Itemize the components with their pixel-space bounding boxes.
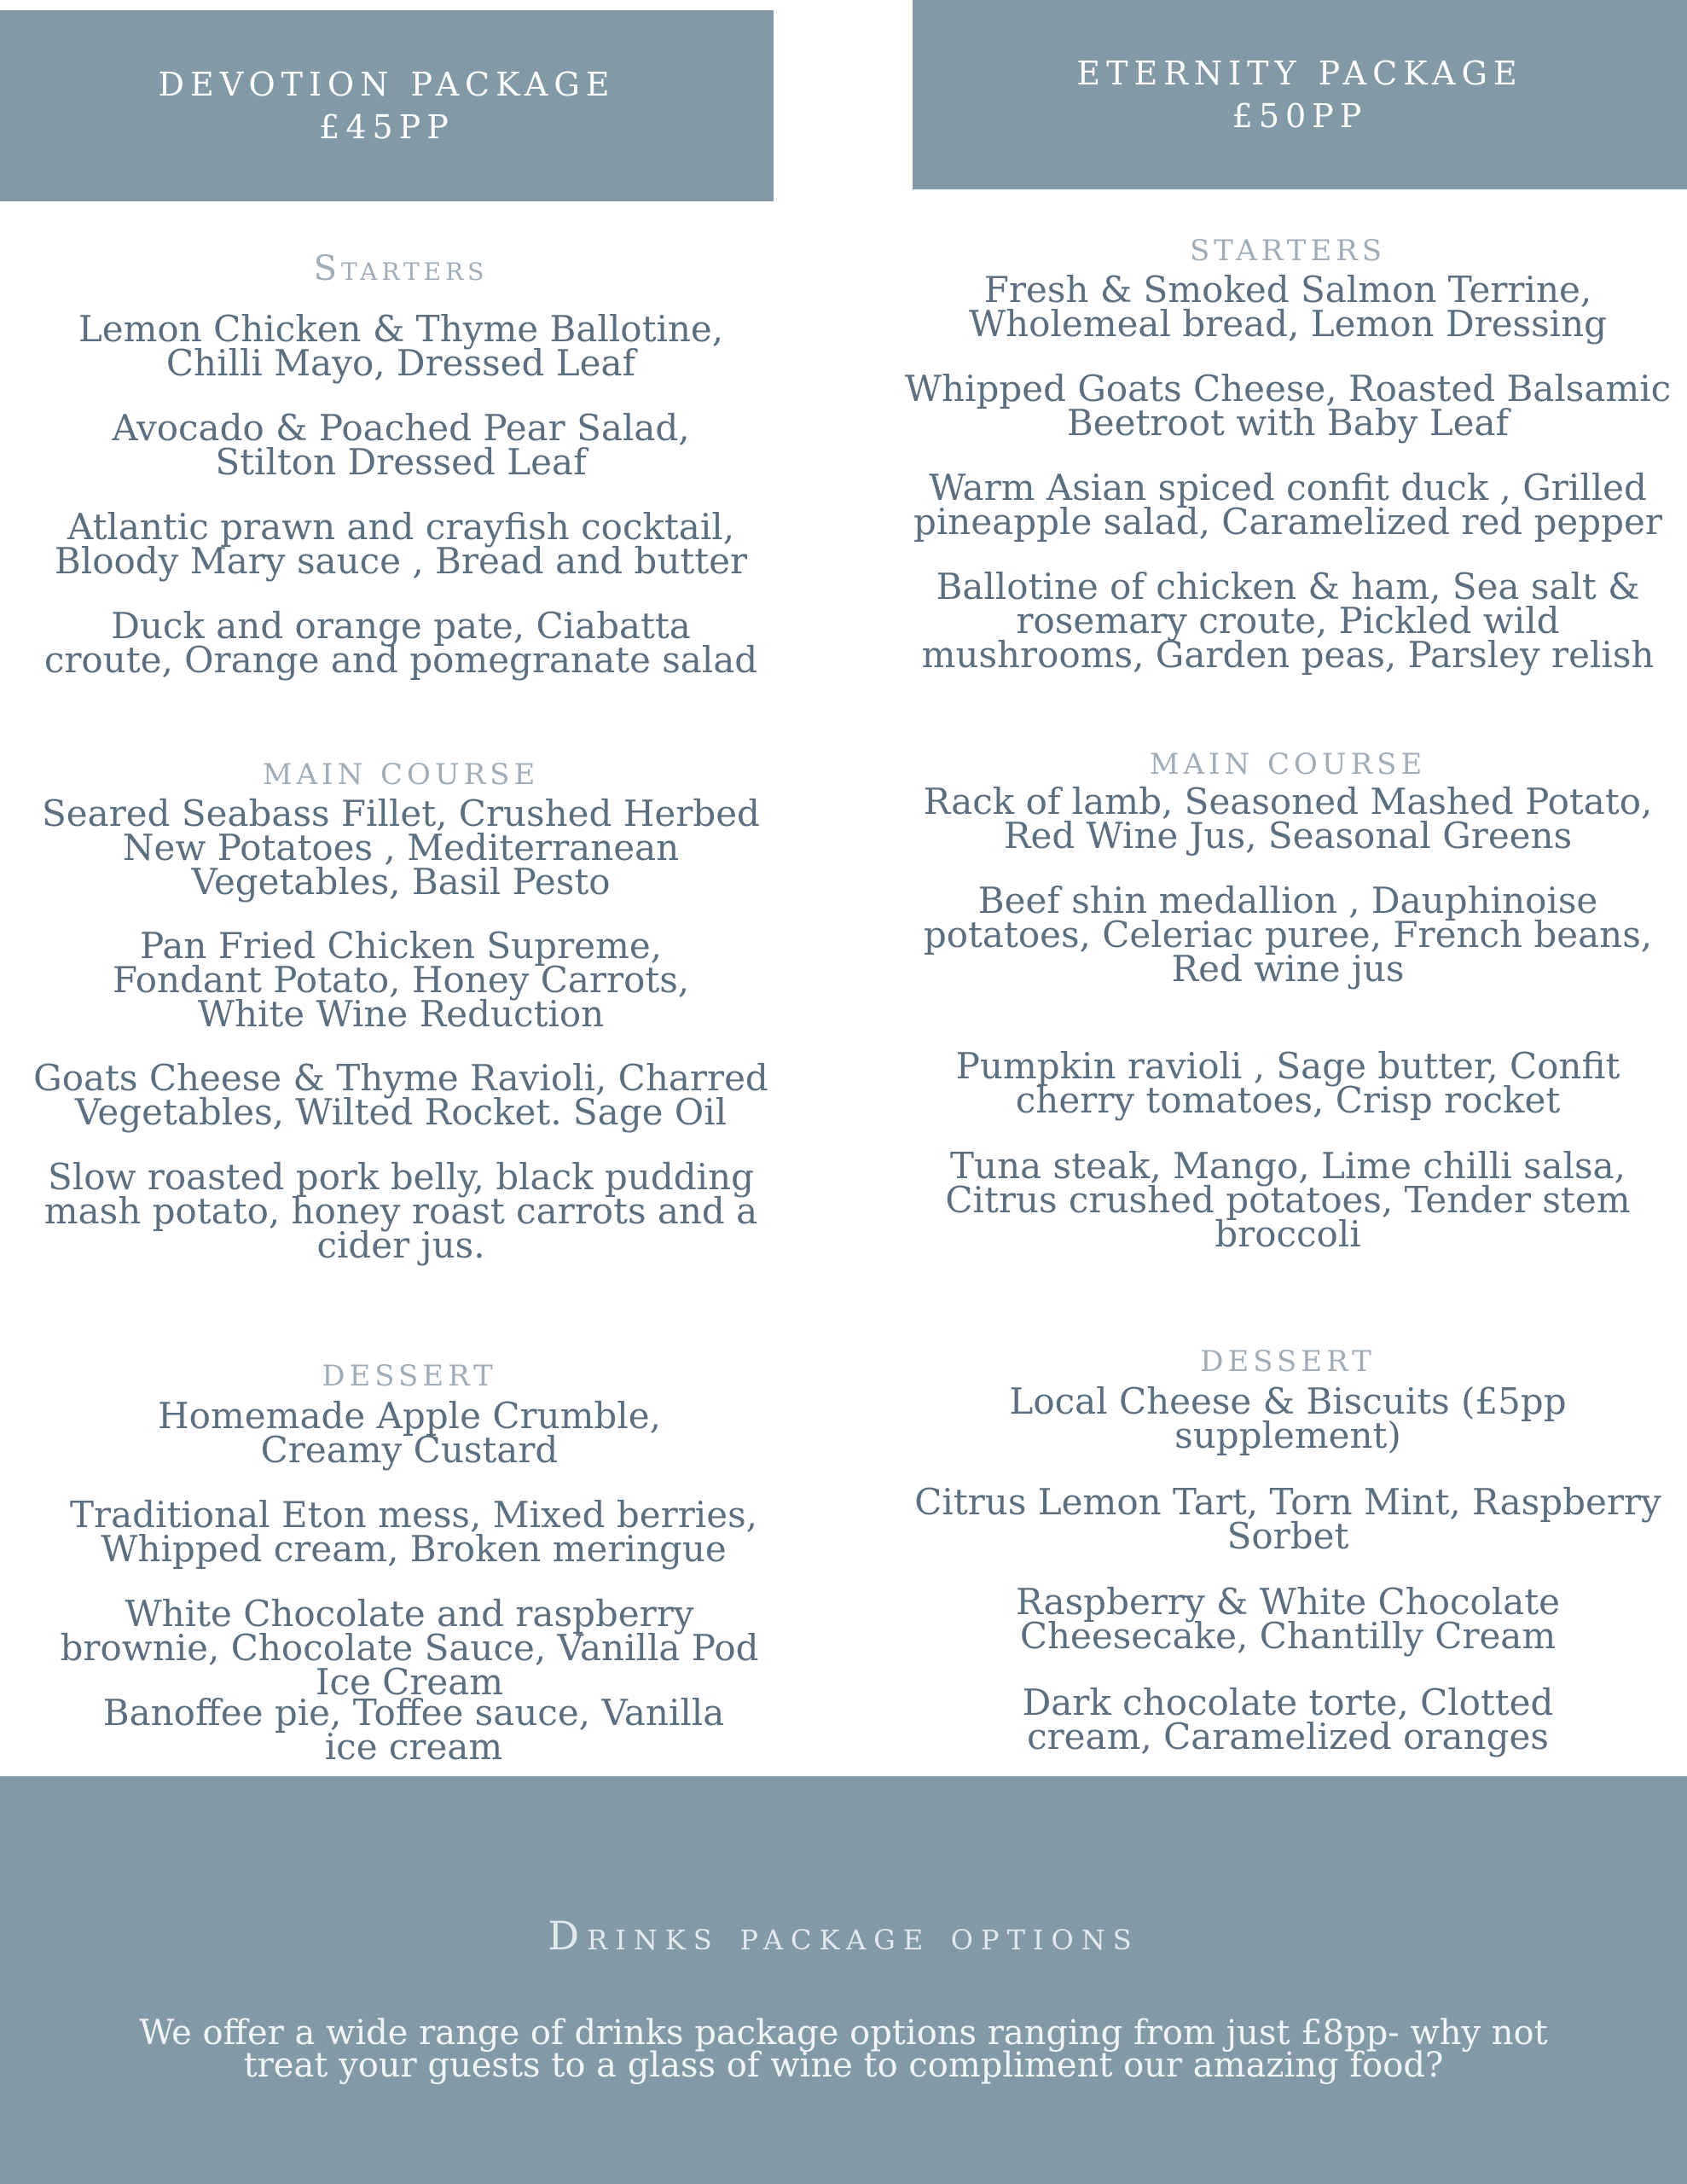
menu-item: White Chocolate and raspberry brownie, Chocolate Sauce, Vanilla Pod Ice Cream	[60, 1593, 759, 1703]
menu-item: Rack of lamb, Seasoned Mashed Potato, Red Wine Jus, Seasonal Greens	[923, 781, 1653, 857]
package-name: ETERNITY PACKAGE	[1076, 55, 1523, 92]
menu-item: Banoffee pie, Toffee sauce, Vanilla ice cream	[102, 1692, 725, 1768]
menu-item: Citrus Lemon Tart, Torn Mint, Raspberry Sorbet	[914, 1481, 1661, 1557]
menu-item: Dark chocolate torte, Clotted cream, Caramelized oranges	[1022, 1682, 1554, 1757]
menu-item: Pan Fried Chicken Supreme, Fondant Potato, Honey Carrots, White Wine Reduction	[112, 925, 690, 1035]
menu-item: Avocado & Poached Pear Salad, Stilton Dressed Leaf	[112, 407, 690, 483]
package-name: DEVOTION PACKAGE	[158, 66, 616, 103]
dessert-heading: DESSERT	[322, 1359, 497, 1393]
drinks-package-band	[0, 1776, 1687, 2184]
drinks-title: Drinks package options	[548, 1913, 1139, 1959]
menu-item: Fresh & Smoked Salmon Terrine, Wholemeal bread, Lemon Dressing	[968, 269, 1608, 345]
menu-item: Raspberry & White Chocolate Cheesecake, Chantilly Cream	[1016, 1581, 1560, 1657]
devotion-package-header	[0, 10, 774, 201]
menu-item: Pumpkin ravioli , Sage butter, Confit cherry tomatoes, Crisp rocket	[955, 1045, 1620, 1121]
menu-item: Whipped Goats Cheese, Roasted Balsamic Beetroot with Baby Leaf	[904, 368, 1672, 444]
package-price: £50PP	[1232, 97, 1368, 135]
menu-item: Slow roasted pork belly, black pudding mash potato, honey roast carrots and a cider jus.	[43, 1156, 758, 1266]
menu-item: Warm Asian spiced confit duck , Grilled pineapple salad, Caramelized red pepper	[913, 467, 1662, 543]
menu-item: Tuna steak, Mango, Lime chilli salsa, Citrus crushed potatoes, Tender stem broccoli	[945, 1145, 1631, 1255]
menu-item: Local Cheese & Biscuits (£5pp supplement)	[1009, 1380, 1567, 1456]
menu-item: Homemade Apple Crumble, Creamy Custard	[158, 1395, 661, 1471]
main-course-heading: MAIN COURSE	[1149, 747, 1427, 781]
menu-item: Seared Seabass Fillet, Crushed Herbed New Potatoes , Mediterranean Vegetables, Basil Pesto	[42, 793, 760, 903]
menu-item: Lemon Chicken & Thyme Ballotine, Chilli Mayo, Dressed Leaf	[78, 308, 724, 384]
drinks-description: We offer a wide range of drinks package options ranging from just £8pp- why not treat your guests to a glass of wine to compliment our amazing food?	[139, 2013, 1548, 2085]
dessert-heading: DESSERT	[1200, 1345, 1376, 1379]
menu-item: Goats Cheese & Thyme Ravioli, Charred Vegetables, Wilted Rocket. Sage Oil	[33, 1057, 768, 1133]
eternity-package-header	[913, 0, 1687, 189]
starters-heading: Starters	[313, 249, 489, 288]
menu-item: Duck and orange pate, Ciabatta croute, Orange and pomegranate salad	[43, 605, 758, 681]
package-price: £45PP	[319, 108, 455, 146]
menu-item: Atlantic prawn and crayfish cocktail, Bloody Mary sauce , Bread and butter	[54, 506, 748, 582]
starters-heading: STARTERS	[1189, 234, 1387, 268]
menu-item: Traditional Eton mess, Mixed berries, Whipped cream, Broken meringue	[70, 1494, 757, 1570]
menu-item: Beef shin medallion , Dauphinoise potatoes, Celeriac puree, French beans, Red wine jus	[923, 880, 1653, 990]
main-course-heading: MAIN COURSE	[262, 758, 540, 792]
menu-item: Ballotine of chicken & ham, Sea salt & rosemary croute, Pickled wild mushrooms, Garden peas, Parsley relish	[921, 566, 1655, 676]
